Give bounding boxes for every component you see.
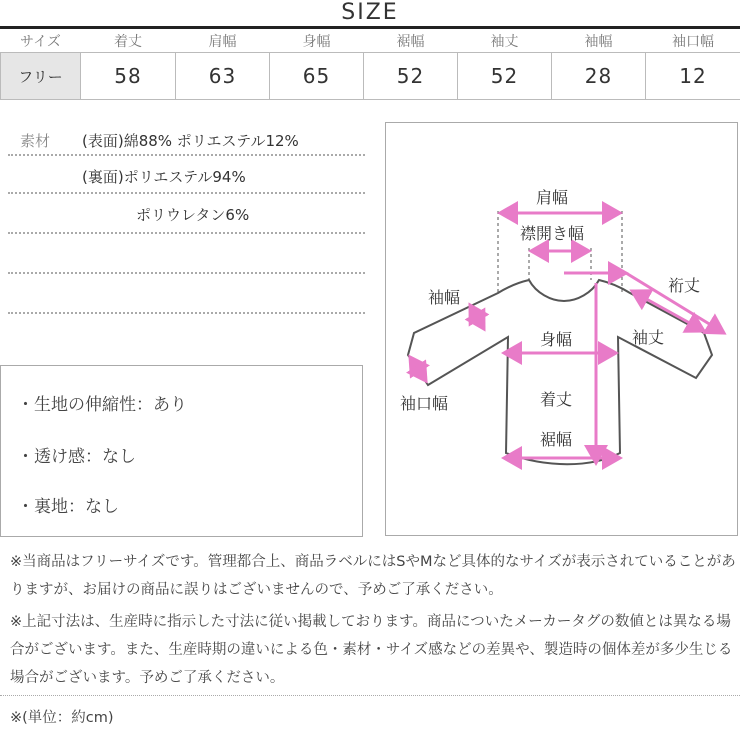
size-title: SIZE (341, 0, 399, 25)
cell-shoulder: 63 (176, 53, 270, 100)
label-length: 着丈 (540, 390, 573, 409)
divider (8, 232, 365, 234)
divider (0, 695, 740, 696)
label-sleeve-length: 袖丈 (632, 328, 665, 347)
feature-sheer: ・透け感：なし (17, 447, 136, 467)
header-sleeve-width: 袖幅 (584, 34, 613, 50)
divider (8, 272, 365, 274)
label-shoulder: 肩幅 (536, 188, 569, 207)
garment-diagram (385, 122, 738, 536)
material-line-1: (表面)綿88% ポリエステル12% (82, 132, 299, 150)
cell-sleeve-length: 52 (458, 53, 552, 100)
header-cuff: 袖口幅 (672, 34, 714, 50)
title-rule (0, 26, 740, 29)
note-free-size: ※当商品はフリーサイズです。管理都合上、商品ラベルにはSやMなど具体的なサイズが表示されていることがありますが、お届けの商品に誤りはございませんので、予めご了承ください。 (10, 554, 736, 598)
label-cuff: 袖口幅 (400, 394, 449, 413)
note-measurement: ※上記寸法は、生産時に指示した寸法に従い掲載しております。商品についたメーカータグの数値とは異なる場合がございます。また、生産時期の違いによる色・素材・サイズ感などの差異や、製造時の個体差が多少生じる場合がございます。予めご了承ください。 (10, 614, 733, 686)
label-hem: 裾幅 (540, 430, 573, 449)
garment-svg (386, 123, 737, 535)
header-length: 着丈 (114, 34, 142, 50)
cell-hem: 52 (364, 53, 458, 100)
header-sleeve-length: 袖丈 (490, 34, 519, 50)
feature-stretch: ・生地の伸縮性：あり (17, 395, 187, 415)
notes-section (10, 548, 738, 696)
feature-lining: ・裏地：なし (17, 497, 119, 517)
divider (8, 312, 365, 314)
size-table (0, 30, 740, 100)
table-header-row (1, 30, 740, 53)
header-hem: 裾幅 (396, 34, 425, 50)
arrow-cuff (410, 357, 426, 381)
arrow-sleeve-width (470, 305, 484, 329)
unit-note: ※(単位：約cm) (10, 710, 114, 726)
divider (8, 154, 365, 156)
table-row (1, 53, 740, 100)
header-size: サイズ (20, 34, 61, 50)
header-body-width: 身幅 (302, 34, 331, 50)
cell-body-width: 65 (270, 53, 364, 100)
cell-length: 58 (81, 53, 176, 100)
material-line-3: ポリウレタン6% (136, 206, 250, 224)
label-neck: 襟開き幅 (520, 224, 585, 243)
divider (8, 192, 365, 194)
label-body-width: 身幅 (540, 330, 573, 349)
row-label: フリー (1, 53, 81, 100)
material-label: 素材 (20, 132, 51, 150)
material-line-2: (裏面)ポリエステル94% (82, 168, 246, 186)
label-yuki: 裄丈 (668, 276, 701, 295)
label-sleeve-width: 袖幅 (428, 288, 461, 307)
features-box (0, 365, 363, 537)
cell-cuff: 12 (646, 53, 740, 100)
cell-sleeve-width: 28 (552, 53, 646, 100)
header-shoulder: 肩幅 (208, 34, 237, 50)
